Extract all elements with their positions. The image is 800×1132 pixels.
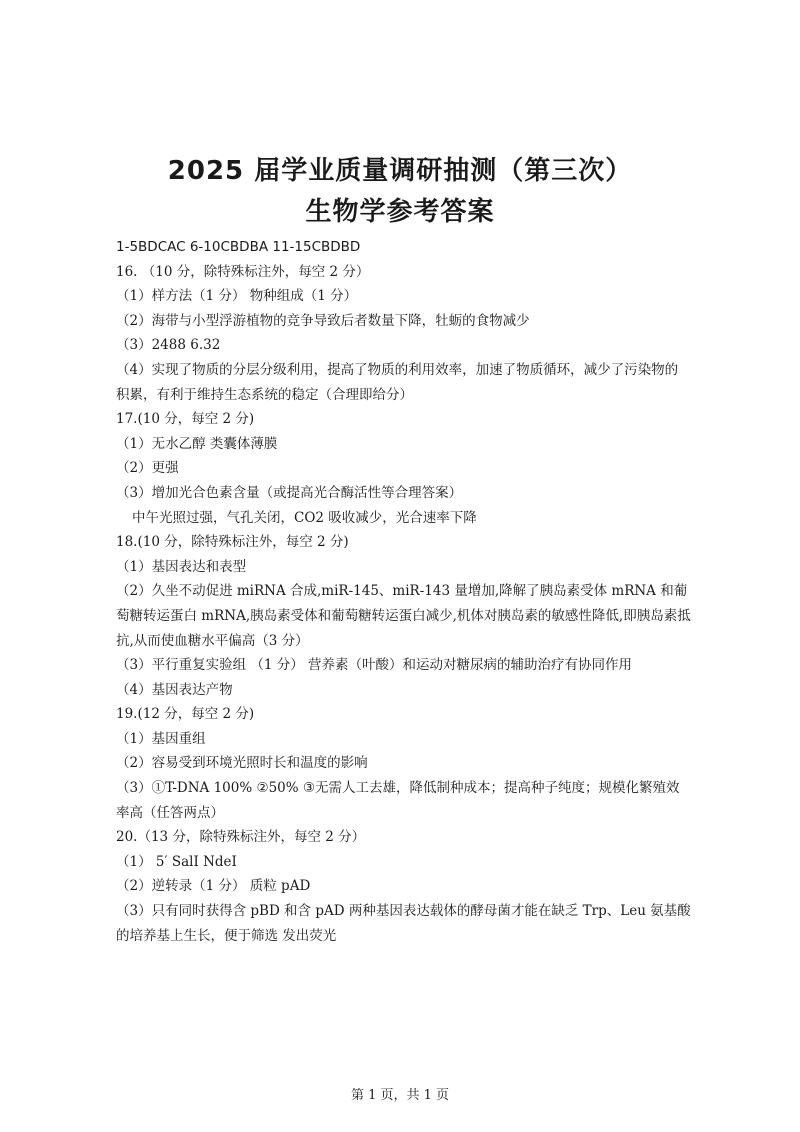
q17-answer-3: （3）增加光合色素含量（或提高光合酶活性等合理答案） — [116, 484, 463, 501]
q18-header: 18.(10 分，除特殊标注外，每空 2 分) — [116, 534, 349, 551]
q17-header: 17.(10 分，每空 2 分) — [116, 411, 255, 428]
q16-answer-4: （4）实现了物质的分层分级利用，提高了物质的利用效率，加速了物质循环，减少了污染物的积累，有利于维持生态系统的稳定（合理即给分） — [116, 361, 679, 403]
q18-answer-4: （4）基因表达产物 — [116, 681, 233, 698]
q16-header: 16. （10 分，除特殊标注外，每空 2 分） — [116, 263, 370, 280]
q16-answer-2: （2）海带与小型浮游植物的竞争导致后者数量下降，牡蛎的食物减少 — [116, 312, 530, 329]
page-subtitle: 生物学参考答案 — [305, 197, 495, 227]
q16-answer-1: （1）样方法（1 分） 物种组成（1 分） — [116, 288, 358, 305]
q17-answer-2: （2）更强 — [116, 460, 179, 477]
q20-header: 20.（13 分，除特殊标注外，每空 2 分） — [116, 829, 366, 846]
q18-answer-2: （2）久坐不动促进 miRNA 合成,miR-145、miR-143 量增加,降解了胰岛素受体 mRNA 和葡萄糖转运蛋白 mRNA,胰岛素受体和葡萄糖转运蛋白减少,机体对胰岛素的敏感性降低,即胰岛素抵抗,从而使血糖水平偏高（3 分） — [116, 583, 691, 649]
q18-answer-1: （1）基因表达和表型 — [116, 558, 247, 575]
q19-answer-1: （1）基因重组 — [116, 730, 206, 747]
q19-answer-2: （2）容易受到环境光照时长和温度的影响 — [116, 755, 368, 772]
q20-answer-3: （3）只有同时获得含 pBD 和含 pAD 两种基因表达载体的酵母菌才能在缺乏 Trp、Leu 氨基酸的培养基上生长，便于筛选 发出荧光 — [116, 903, 691, 944]
answers-content — [116, 235, 691, 948]
q19-header: 19.(12 分，每空 2 分) — [116, 706, 255, 723]
q20-answer-2: （2）逆转录（1 分） 质粒 pAD — [116, 878, 311, 895]
q20-answer-1: （1） 5′ SalI NdeI — [116, 853, 237, 870]
q19-answer-3: （3）①T-DNA 100% ②50% ③无需人工去雄，降低制种成本；提高种子纯度；规模化繁殖效率高（任答两点） — [116, 780, 680, 821]
page-footer: 第 1 页，共 1 页 — [350, 1088, 450, 1103]
q17-answer-3b: 中午光照过强，气孔关闭，CO2 吸收减少，光合速率下降 — [132, 509, 477, 526]
q17-answer-1: （1）无水乙醇 类囊体薄膜 — [116, 435, 278, 452]
choice-answers: 1-5BDCAC 6-10CBDBA 11-15CBDBD — [116, 239, 361, 255]
q18-answer-3: （3）平行重复实验组 （1 分） 营养素（叶酸）和运动对糖尿病的辅助治疗有协同作用 — [116, 657, 633, 674]
page-title: 2025 届学业质量调研抽测（第三次） — [167, 156, 633, 186]
q16-answer-3: （3）2488 6.32 — [116, 337, 221, 354]
